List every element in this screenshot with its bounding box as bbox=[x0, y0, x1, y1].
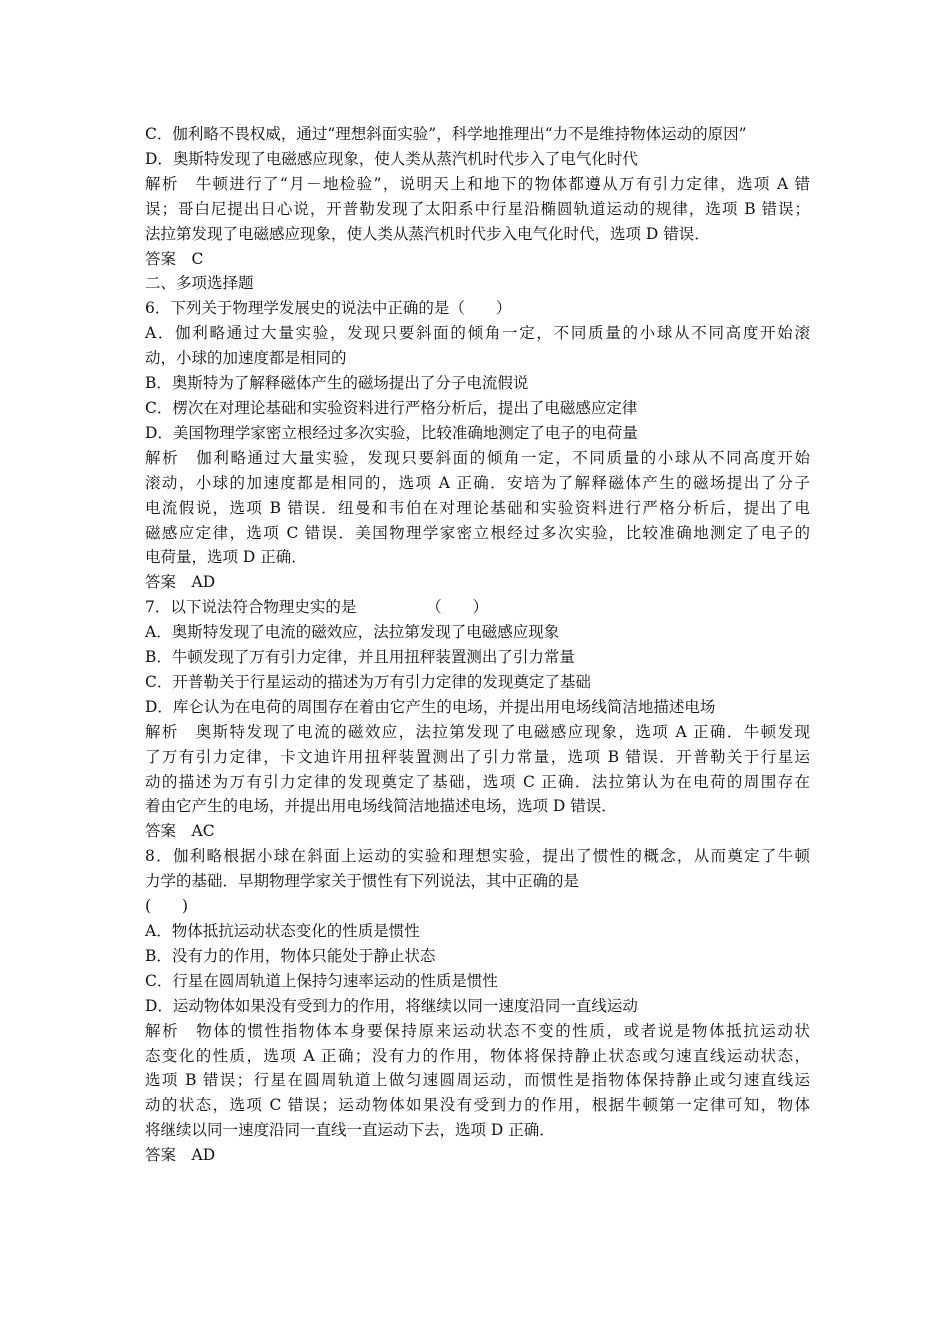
analysis-q5-line-1: 解析 牛顿进行了“月－地检验”，说明天上和地下的物体都遵从万有引力定律，选项 A 错 bbox=[145, 174, 810, 193]
option-d-q7: D．库仑认为在电荷的周围存在着由它产生的电场，并提出用电场线简洁地描述电场 bbox=[145, 697, 716, 716]
analysis-q8-line-5: 将继续以同一速度沿同一直线一直运动下去，选项 D 正确． bbox=[145, 1121, 555, 1140]
option-d-q8: D．运动物体如果没有受到力的作用，将继续以同一速度沿同一直线运动 bbox=[145, 996, 638, 1015]
option-d-q5: D．奥斯特发现了电磁感应现象，使人类从蒸汽机时代步入了电气化时代 bbox=[145, 149, 638, 168]
analysis-q6-line-1: 解析 伽利略通过大量实验，发现只要斜面的倾角一定，不同质量的小球从不同高度开始 bbox=[145, 448, 810, 467]
analysis-q8-line-1: 解析 物体的惯性指物体本身要保持原来运动状态不变的性质，或者说是物体抵抗运动状 bbox=[145, 1021, 810, 1040]
document-page bbox=[145, 122, 810, 1168]
analysis-q7-line-3: 动的描述为万有引力定律的发现奠定了基础，选项 C 正确．法拉第认为在电荷的周围存在 bbox=[145, 772, 810, 791]
analysis-q7-line-4: 着由它产生的电场，并提出用电场线简洁地描述电场，选项 D 错误． bbox=[145, 797, 617, 816]
question-8-answer-blank: ( ) bbox=[145, 897, 189, 916]
analysis-q5-line-3: 法拉第发现了电磁感应现象，使人类从蒸汽机时代步入电气化时代，选项 D 错误． bbox=[145, 224, 710, 243]
option-c-q7: C．开普勒关于行星运动的描述为万有引力定律的发现奠定了基础 bbox=[145, 672, 591, 691]
analysis-q8-line-4: 动的状态，选项 C 错误；运动物体如果没有受到力的作用，根据牛顿第一定律可知，物体 bbox=[145, 1096, 810, 1115]
option-b-q7: B．牛顿发现了万有引力定律，并且用扭秤装置测出了引力常量 bbox=[145, 648, 575, 667]
question-8-stem-line-2: 力学的基础．早期物理学家关于惯性有下列说法，其中正确的是 bbox=[145, 872, 580, 891]
option-a-q6-line-1: A．伽利略通过大量实验，发现只要斜面的倾角一定，不同质量的小球从不同高度开始滚 bbox=[145, 324, 810, 343]
option-c-q5: C．伽利略不畏权威，通过“理想斜面实验”，科学地推理出“力不是维持物体运动的原因” bbox=[145, 125, 747, 143]
analysis-q5-line-2: 误；哥白尼提出日心说，开普勒发现了太阳系中行星沿椭圆轨道运动的规律，选项 B 错误； bbox=[145, 199, 810, 218]
analysis-q6-line-4: 磁感应定律，选项 C 错误．美国物理学家密立根经过多次实验，比较准确地测定了电子的 bbox=[145, 523, 810, 542]
analysis-q6-line-3: 电流假说，选项 B 错误．纽曼和韦伯在对理论基础和实验资料进行严格分析后，提出了电 bbox=[145, 498, 810, 517]
option-c-q6: C．楞次在对理论基础和实验资料进行严格分析后，提出了电磁感应定律 bbox=[145, 398, 638, 417]
option-d-q6: D．美国物理学家密立根经过多次实验，比较准确地测定了电子的电荷量 bbox=[145, 423, 638, 442]
question-8-stem-line-1: 8．伽利略根据小球在斜面上运动的实验和理想实验，提出了惯性的概念，从而奠定了牛顿 bbox=[145, 847, 810, 866]
option-c-q8: C．行星在圆周轨道上保持匀速率运动的性质是惯性 bbox=[145, 971, 498, 990]
option-a-q7: A．奥斯特发现了电流的磁效应，法拉第发现了电磁感应现象 bbox=[145, 623, 560, 642]
analysis-q6-line-5: 电荷量，选项 D 正确． bbox=[145, 548, 307, 567]
option-a-q8: A．物体抵抗运动状态变化的性质是惯性 bbox=[145, 922, 420, 940]
analysis-q8-line-3: 选项 B 错误；行星在圆周轨道上做匀速圆周运动，而惯性是指物体保持静止或匀速直线运 bbox=[145, 1071, 810, 1090]
question-6-stem: 6．下列关于物理学发展史的说法中正确的是（ ） bbox=[145, 299, 512, 318]
option-b-q8: B．没有力的作用，物体只能处于静止状态 bbox=[145, 946, 436, 965]
analysis-q7-line-1: 解析 奥斯特发现了电流的磁效应，法拉第发现了电磁感应现象，选项 A 正确．牛顿发现 bbox=[145, 722, 810, 741]
analysis-q8-line-2: 态变化的性质，选项 A 正确；没有力的作用，物体将保持静止状态或匀速直线运动状态， bbox=[145, 1046, 810, 1065]
option-a-q6-line-2: 动，小球的加速度都是相同的 bbox=[145, 349, 347, 368]
analysis-q7-line-2: 了万有引力定律，卡文迪许用扭秤装置测出了引力常量，选项 B 错误．开普勒关于行星运 bbox=[145, 747, 810, 766]
answer-q5: 答案 C bbox=[145, 249, 204, 268]
answer-q8: 答案 AD bbox=[145, 1146, 216, 1165]
answer-q7: 答案 AC bbox=[145, 822, 215, 841]
question-7-stem: 7．以下说法符合物理史实的是 （ ） bbox=[145, 598, 489, 617]
analysis-q6-line-2: 滚动，小球的加速度都是相同的，选项 A 正确．安培为了解释磁体产生的磁场提出了分子 bbox=[145, 473, 810, 492]
answer-q6: 答案 AD bbox=[145, 573, 216, 592]
section-heading-multiple-choice: 二、多项选择题 bbox=[145, 274, 254, 293]
option-b-q6: B．奥斯特为了解释磁体产生的磁场提出了分子电流假说 bbox=[145, 374, 529, 393]
